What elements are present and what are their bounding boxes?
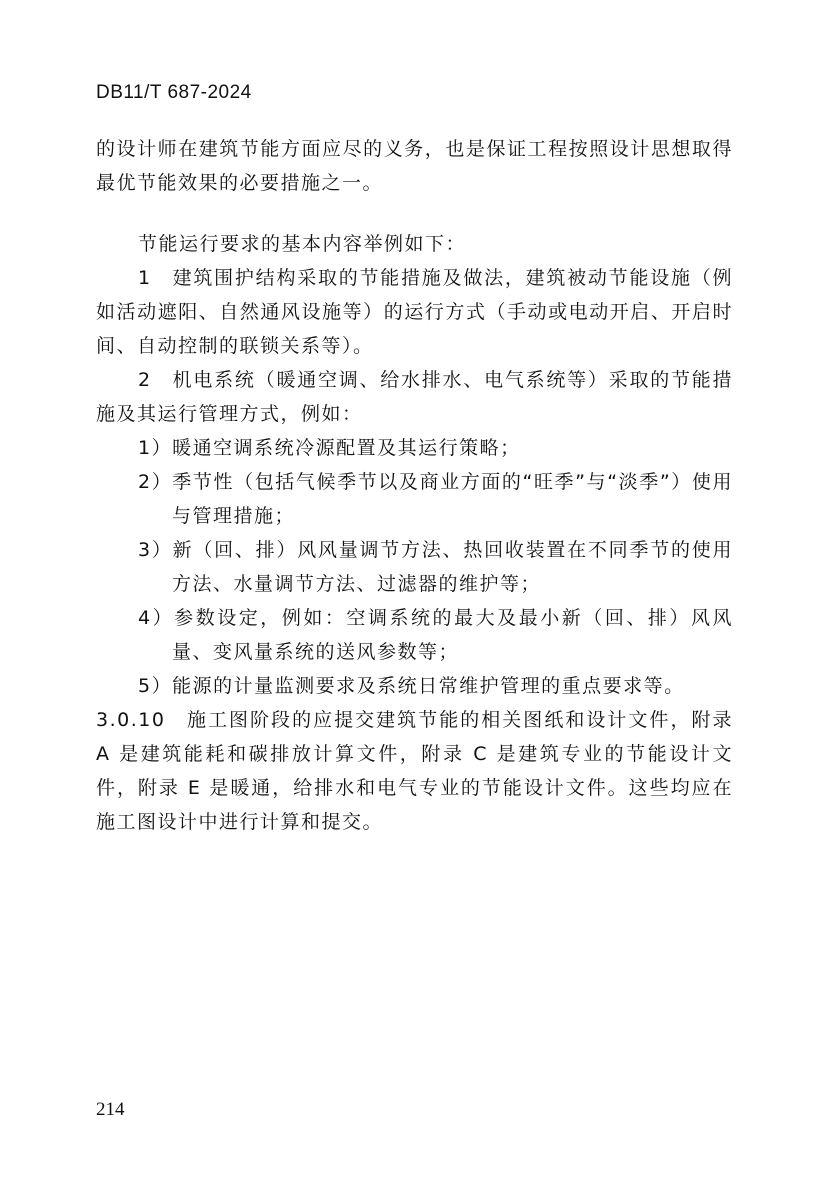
paragraph-intro: 节能运行要求的基本内容举例如下： [138, 233, 467, 255]
list-item: 1）暖通空调系统冷源配置及其运行策略； [138, 437, 521, 459]
body-text [96, 132, 733, 839]
list-item: 2）季节性（包括气候季节以及商业方面的“旺季”与“淡季”）使用与管理措施； [138, 471, 733, 527]
paragraph-item-1: 1 建筑围护结构采取的节能措施及做法，建筑被动节能设施（例如活动遮阳、自然通风设施等）的运行方式（手动或电动开启、开启时间、自动控制的联锁关系等）。 [96, 267, 733, 357]
paragraph-continuation: 的设计师在建筑节能方面应尽的义务，也是保证工程按照设计思想取得最优节能效果的必要措施之一。 [96, 138, 733, 194]
list-item: 4）参数设定，例如：空调系统的最大及最小新（回、排）风风量、变风量系统的送风参数等； [138, 607, 733, 663]
paragraph-item-2: 2 机电系统（暖通空调、给水排水、电气系统等）采取的节能措施及其运行管理方式，例如： [96, 369, 733, 425]
list-item: 5）能源的计量监测要求及系统日常维护管理的重点要求等。 [138, 675, 685, 697]
document-code-header: DB11/T 687-2024 [96, 82, 252, 103]
page-number: 214 [96, 1099, 125, 1120]
list-item: 3）新（回、排）风风量调节方法、热回收装置在不同季节的使用方法、水量调节方法、过滤器的维护等； [138, 539, 733, 595]
paragraph-clause-3-0-10: 3.0.10 施工图阶段的应提交建筑节能的相关图纸和设计文件，附录 A 是建筑能耗和碳排放计算文件，附录 C 是建筑专业的节能设计文件，附录 E 是暖通，给排水和电气专业的节能设计文件。这些均应在施工图设计中进行计算和提交。 [96, 709, 733, 833]
